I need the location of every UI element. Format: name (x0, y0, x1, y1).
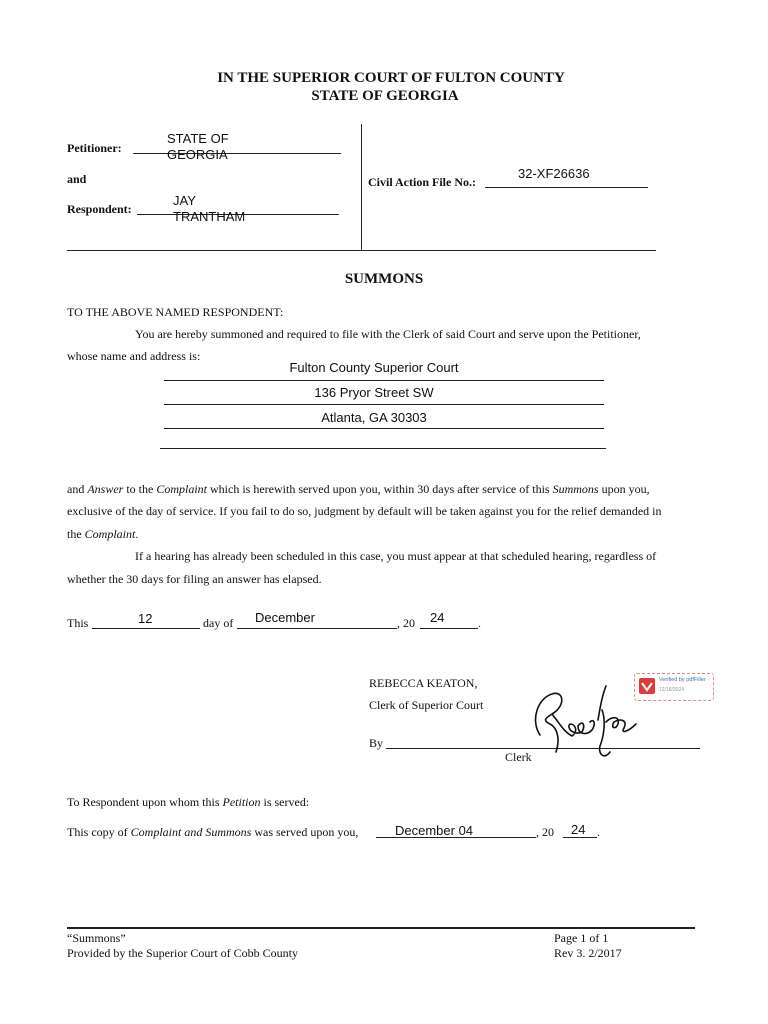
month-value: December (255, 610, 315, 625)
answer-to-the: to the (123, 482, 157, 496)
month-line (237, 628, 397, 629)
clerk-name: REBECCA KEATON, (369, 676, 478, 690)
summons-word: Summons (552, 482, 599, 496)
year-prefix: , 20 (397, 616, 415, 630)
civil-action-label: Civil Action File No.: (368, 175, 476, 189)
year-period: . (478, 616, 481, 630)
civil-action-value: 32-XF26636 (518, 166, 590, 181)
clerk-signature (520, 680, 640, 770)
served-year-line (563, 837, 597, 838)
caption-divider (361, 124, 362, 251)
served-year-prefix: , 20 (536, 825, 554, 839)
service-copy-pre: This copy of (67, 825, 131, 839)
answer-line3-complaint: Complaint (84, 527, 136, 541)
footer-right-1: Page 1 of 1 (554, 931, 609, 945)
service-copy-line (67, 825, 358, 840)
respondent-value-2: TRANTHAM (173, 209, 246, 224)
served-period: . (597, 825, 600, 839)
answer-and: and (67, 482, 88, 496)
address-value-1: Fulton County Superior Court (289, 360, 459, 375)
caption-bottom-line (67, 250, 656, 251)
service-to-line (67, 795, 309, 810)
hearing-line1: If a hearing has already been scheduled in this case, you must appear at that scheduled hearing, regardless of (135, 549, 657, 563)
day-of-word: day of (203, 616, 234, 630)
state-heading: STATE OF GEORGIA (311, 88, 459, 104)
answer-line3-post: . (135, 527, 139, 541)
year-line (420, 628, 478, 629)
court-heading: IN THE SUPERIOR COURT OF FULTON COUNTY (217, 70, 565, 86)
footer-rule (67, 927, 695, 929)
year-value: 24 (430, 610, 445, 625)
verified-badge (634, 673, 714, 701)
clerk-title: Clerk of Superior Court (369, 698, 484, 712)
address-line-4 (160, 448, 606, 449)
answer-line3 (67, 527, 138, 542)
petitioner-line (133, 153, 341, 154)
footer-left-1: “Summons” (67, 931, 126, 945)
petitioner-label: Petitioner: (67, 141, 122, 155)
respondent-label: Respondent: (67, 202, 132, 216)
pdffiller-logo-icon (639, 678, 655, 694)
address-line-1 (164, 380, 604, 381)
service-to-pre: To Respondent upon whom this (67, 795, 223, 809)
answer-line1 (67, 482, 650, 497)
hearing-line2: whether the 30 days for filing an answer has elapsed. (67, 572, 322, 586)
complaint-word: Complaint (156, 482, 207, 496)
footer-left-2: Provided by the Superior Court of Cobb County (67, 946, 298, 960)
served-date-value: December 04 (395, 823, 474, 838)
day-value: 12 (138, 611, 153, 626)
petitioner-value-2: GEORGIA (167, 147, 228, 162)
civil-action-line (485, 187, 648, 188)
by-label: By (369, 736, 384, 750)
para1-line2: whose name and address is: (67, 349, 201, 363)
answer-line2: exclusive of the day of service. If you fail to do so, judgment by default will be taken against you for the relief demanded in (67, 504, 662, 518)
served-year-value: 24 (571, 822, 586, 837)
service-copy-post: was served upon you, (251, 825, 359, 839)
this-word: This (67, 616, 89, 630)
footer-right-2: Rev 3. 2/2017 (554, 946, 622, 960)
answer-rest1: which is herewith served upon you, within 30 days after service of this (207, 482, 553, 496)
summons-title: SUMMONS (344, 271, 424, 287)
complaint-summons-words: Complaint and Summons (130, 825, 252, 839)
answer-line3-pre: the (67, 527, 85, 541)
badge-date: 12/18/2024 (659, 687, 685, 693)
respondent-value-1: JAY (173, 193, 196, 208)
badge-text: Verified by pdfFiller (659, 677, 706, 683)
address-line-3 (164, 428, 604, 429)
clerk-label: Clerk (505, 750, 532, 764)
address-value-2: 136 Pryor Street SW (314, 385, 434, 400)
day-line (92, 628, 200, 629)
answer-word: Answer (87, 482, 124, 496)
petition-word: Petition (222, 795, 261, 809)
and-label: and (67, 172, 87, 186)
address-value-3: Atlanta, GA 30303 (321, 410, 427, 425)
answer-rest2: upon you, (598, 482, 650, 496)
para1-line1: You are hereby summoned and required to file with the Clerk of said Court and serve upon the Petitioner, (135, 327, 641, 341)
service-to-post: is served: (260, 795, 310, 809)
petitioner-value-1: STATE OF (167, 131, 229, 146)
to-respondent-line: TO THE ABOVE NAMED RESPONDENT: (67, 305, 284, 319)
address-line-2 (164, 404, 604, 405)
